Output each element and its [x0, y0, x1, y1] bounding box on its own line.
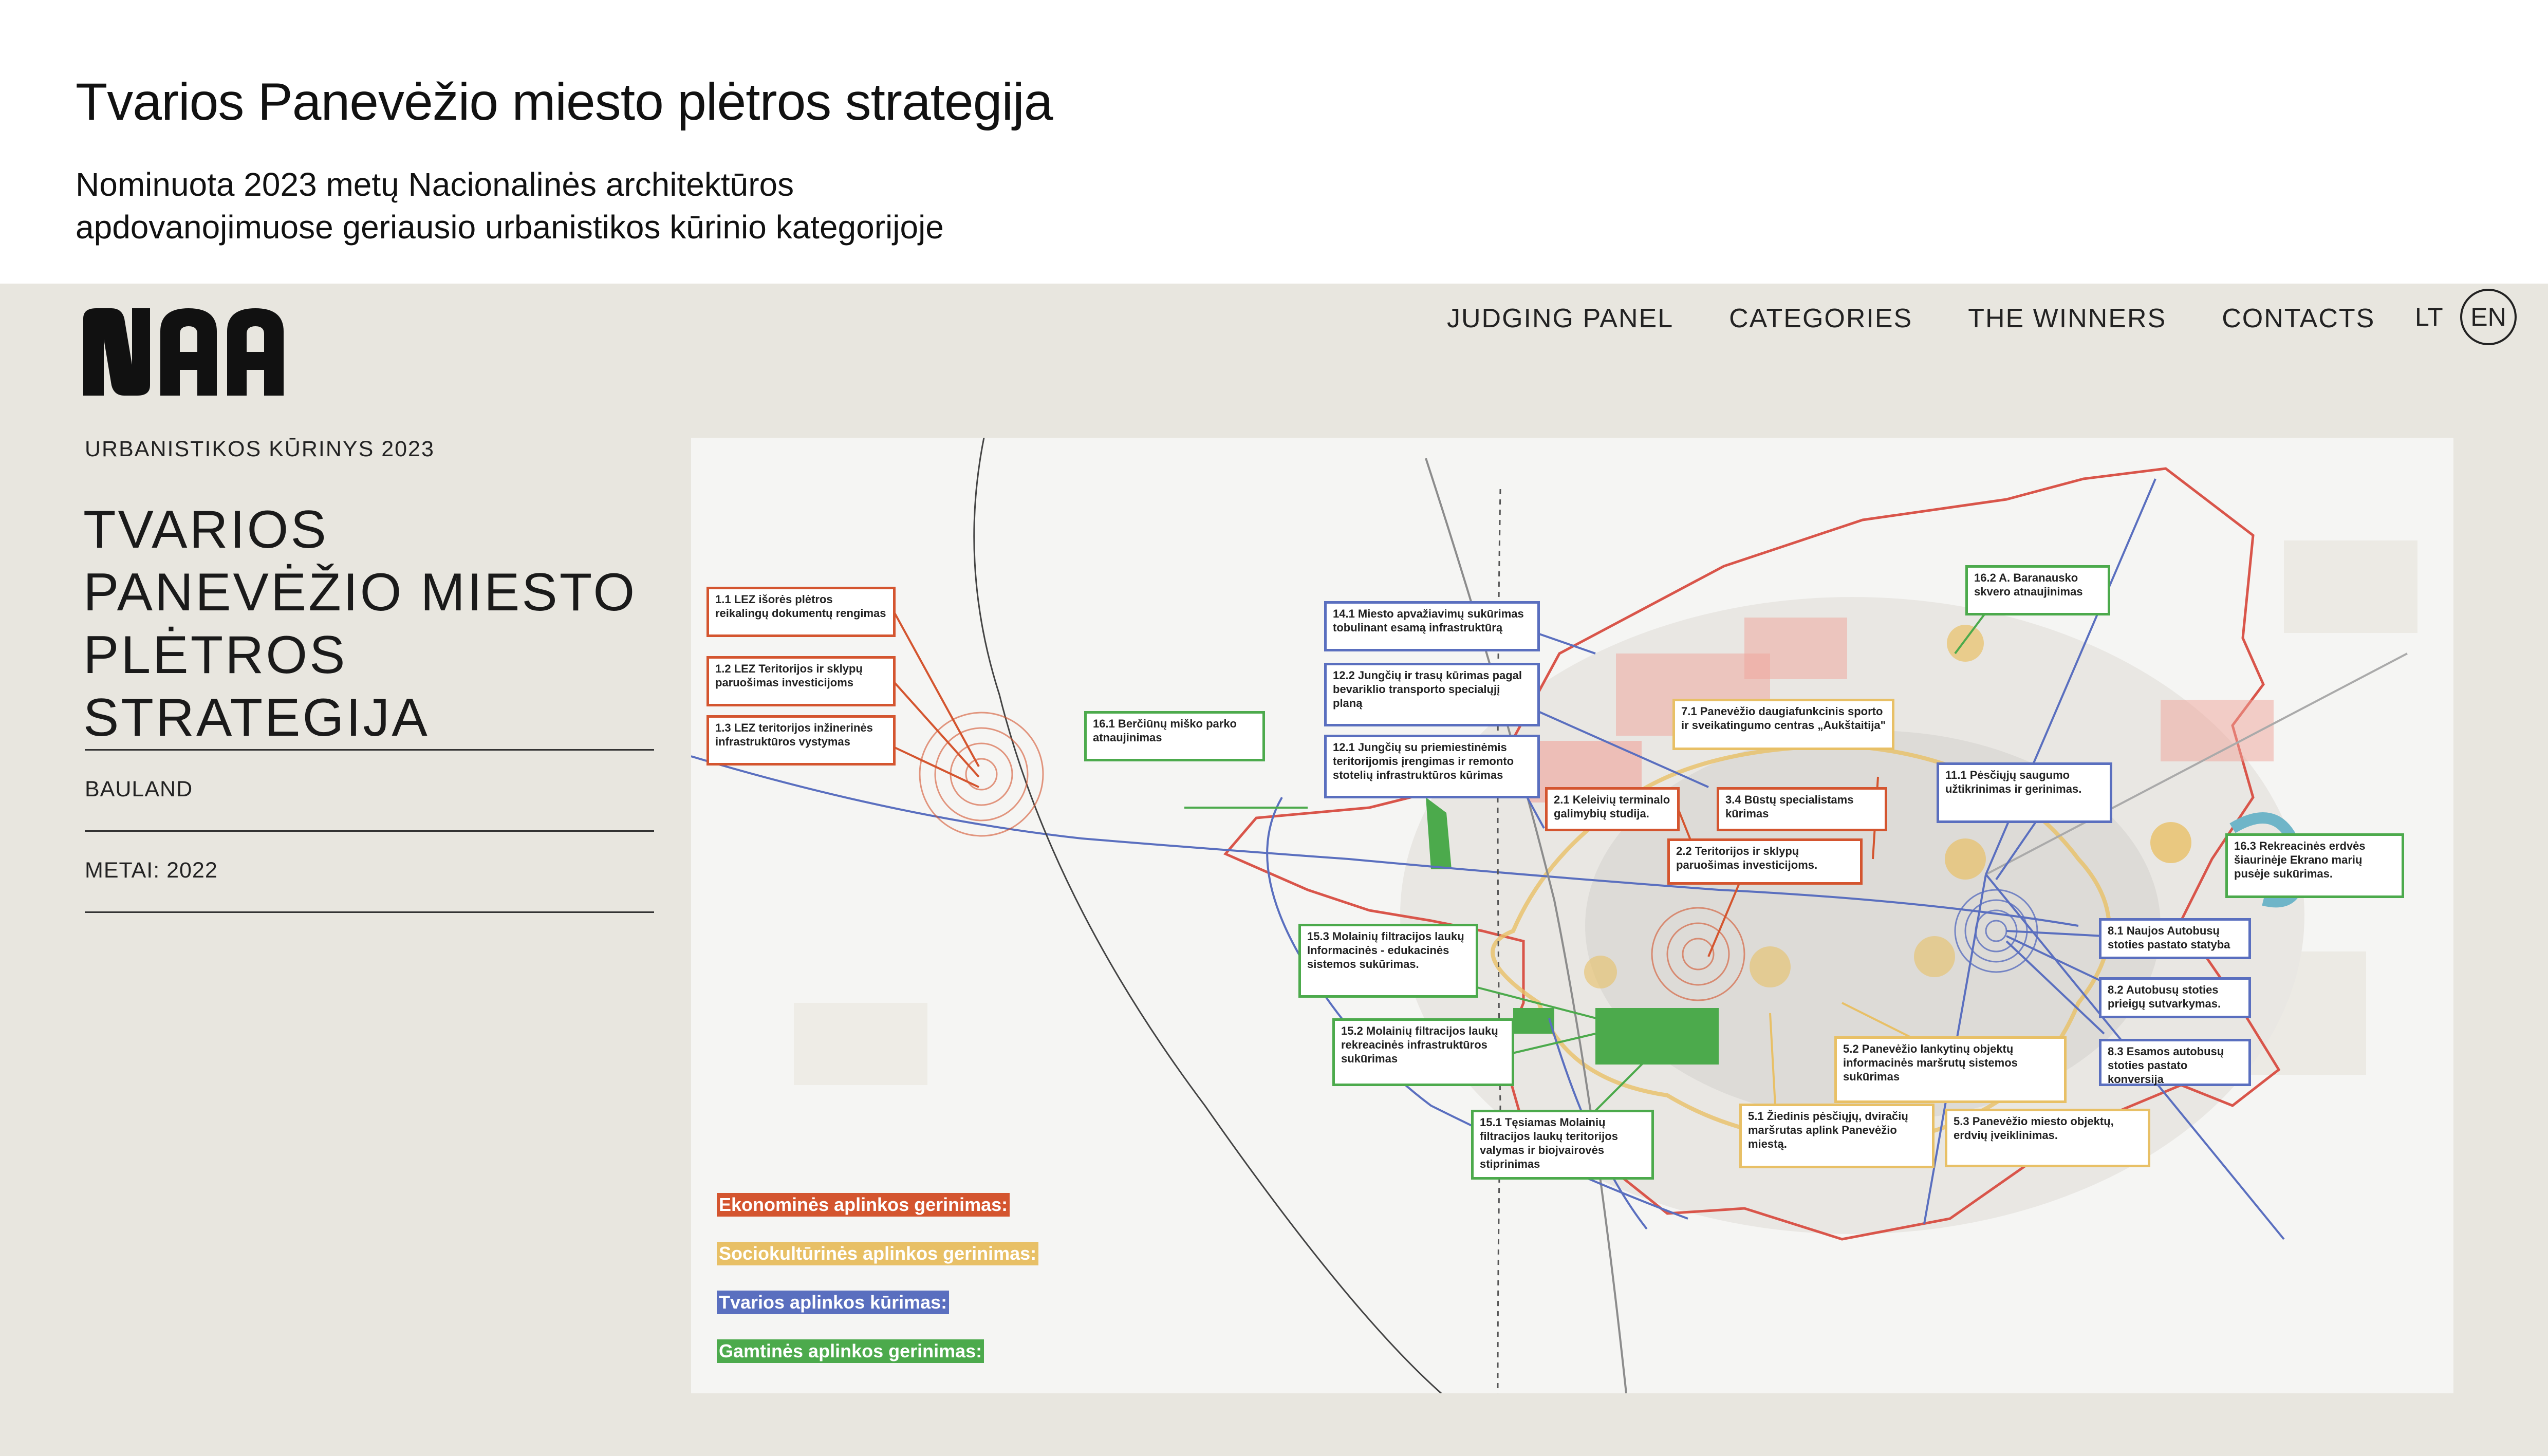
strategy-map[interactable]	[691, 438, 2453, 1393]
project-title-line: TVARIOS	[83, 500, 328, 559]
project-category: URBANISTIKOS KŪRINYS 2023	[85, 437, 435, 461]
page-title: Tvarios Panevėžio miesto plėtros strategija	[76, 72, 1053, 131]
callout-5-1: 5.1 Žiedinis pėsčiųjų, dviračių maršrutas aplink Panevėžio miestą.	[1739, 1104, 1935, 1168]
callout-2-2: 2.2 Teritorijos ir sklypų paruošimas investicijoms.	[1667, 838, 1863, 885]
legend-sustainable: Tvarios aplinkos kūrimas:	[717, 1291, 949, 1314]
project-title	[83, 498, 637, 749]
callout-12-2: 12.2 Jungčių ir trasų kūrimas pagal bevariklio transporto specialųjį planą	[1324, 663, 1540, 726]
project-title-line: PANEVĖŽIO MIESTO	[83, 563, 637, 622]
divider	[85, 830, 654, 832]
page-subtitle	[76, 163, 944, 249]
divider	[85, 749, 654, 751]
nav-judging-panel[interactable]: JUDGING PANEL	[1447, 304, 1674, 333]
project-title-line: STRATEGIJA	[83, 688, 430, 748]
callout-11-1: 11.1 Pėsčiųjų saugumo užtikrinimas ir gerinimas.	[1937, 762, 2112, 823]
callout-8-2: 8.2 Autobusų stoties prieigų sutvarkymas.	[2099, 977, 2251, 1018]
callout-15-2: 15.2 Molainių filtracijos laukų rekreacinės infrastruktūros sukūrimas	[1332, 1018, 1514, 1086]
callout-12-1: 12.1 Jungčių su priemiestinėmis teritorijomis įrengimas ir remonto stotelių infrastruktūros kūrimas	[1324, 735, 1540, 798]
language-lt-link[interactable]: LT	[2415, 303, 2443, 331]
callout-1-2: 1.2 LEZ Teritorijos ir sklypų paruošimas investicijoms	[706, 656, 896, 706]
subtitle-line-2: apdovanojimuose geriausio urbanistikos kūrinio kategorijoje	[76, 209, 944, 246]
callout-2-1: 2.1 Keleivių terminalo galimybių studija.	[1545, 787, 1680, 831]
project-title-line: PLĖTROS	[83, 625, 347, 685]
naa-logo[interactable]	[83, 308, 294, 396]
nav-the-winners[interactable]: THE WINNERS	[1968, 304, 2167, 333]
callout-5-2: 5.2 Panevėžio lankytinų objektų informacinės maršrutų sistemos sukūrimas	[1834, 1036, 2067, 1103]
callout-15-3: 15.3 Molainių filtracijos laukų Informacinės - edukacinės sistemos sukūrimas.	[1298, 924, 1478, 998]
callout-8-1: 8.1 Naujos Autobusų stoties pastato statyba	[2099, 918, 2251, 959]
subtitle-line-1: Nominuota 2023 metų Nacionalinės architektūros	[76, 166, 794, 203]
callout-16-2: 16.2 A. Baranausko skvero atnaujinimas	[1965, 565, 2110, 615]
callout-15-1: 15.1 Tęsiamas Molainių filtracijos laukų teritorijos valymas ir biojvairovės stiprinimas	[1471, 1110, 1654, 1180]
legend-sociocultural: Sociokultūrinės aplinkos gerinimas:	[717, 1242, 1038, 1265]
callout-1-3: 1.3 LEZ teritorijos inžinerinės infrastruktūros vystymas	[706, 715, 896, 766]
callout-7-1: 7.1 Panevėžio daugiafunkcinis sporto ir sveikatingumo centras „Aukštaitija"	[1672, 699, 1894, 750]
nav-contacts[interactable]: CONTACTS	[2222, 304, 2375, 333]
callout-1-1: 1.1 LEZ išorės plėtros reikalingų dokumentų rengimas	[706, 587, 896, 637]
article-header	[0, 0, 2548, 284]
main-nav	[1447, 303, 2375, 334]
callout-16-1: 16.1 Berčiūnų miško parko atnaujinimas	[1084, 711, 1265, 761]
legend-natural: Gamtinės aplinkos gerinimas:	[717, 1339, 984, 1363]
callout-5-3: 5.3 Panevėžio miesto objektų, erdvių įveiklinimas.	[1945, 1109, 2150, 1167]
callout-8-3: 8.3 Esamos autobusų stoties pastato konversija	[2099, 1039, 2251, 1086]
nav-categories[interactable]: CATEGORIES	[1729, 304, 1913, 333]
divider	[85, 911, 654, 913]
language-en-button[interactable]: EN	[2460, 289, 2517, 345]
callout-14-1: 14.1 Miesto apvažiavimų sukūrimas tobulinant esamą infrastruktūrą	[1324, 601, 1540, 651]
project-year: METAI: 2022	[85, 858, 218, 883]
project-author: BAULAND	[85, 777, 193, 801]
legend-economic: Ekonominės aplinkos gerinimas:	[717, 1193, 1010, 1217]
callout-3-4: 3.4 Būstų specialistams kūrimas	[1717, 787, 1887, 831]
callout-16-3: 16.3 Rekreacinės erdvės šiaurinėje Ekrano marių pusėje sukūrimas.	[2225, 833, 2404, 898]
